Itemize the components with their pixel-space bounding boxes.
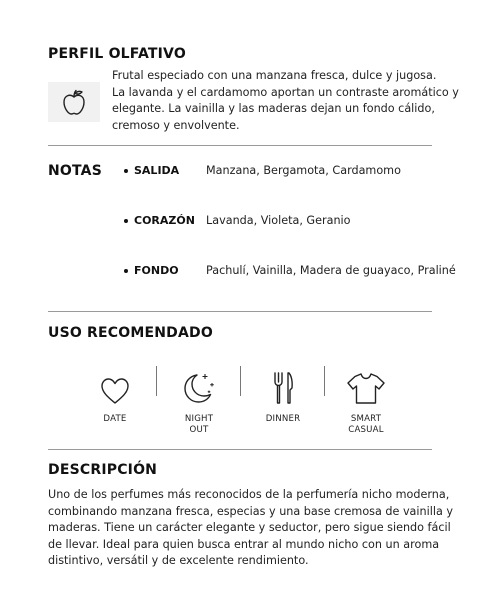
description-line: combinando manzana fresca, especias y una base cremosa de vainilla y <box>48 504 453 518</box>
usage-label <box>245 414 321 425</box>
note-label: CORAZÓN <box>134 214 195 227</box>
note-row-fondo <box>124 264 456 277</box>
usage-label <box>161 414 237 436</box>
profile-text <box>112 68 462 134</box>
note-row-salida <box>124 164 401 177</box>
notes-heading: NOTAS <box>48 163 102 179</box>
divider <box>48 449 432 450</box>
bullet <box>124 219 128 223</box>
moon-stars-icon <box>179 370 219 406</box>
description-heading: DESCRIPCIÓN <box>48 462 158 478</box>
usage-label-line: CASUAL <box>348 425 384 435</box>
usage-item-date <box>77 366 153 425</box>
profile-line: Frutal especiado con una manzana fresca, dulce y jugosa. <box>112 69 437 82</box>
apple-thumbnail <box>48 82 100 122</box>
note-value: Pachulí, Vainilla, Madera de guayaco, Praliné <box>206 264 456 277</box>
usage-label-line: NIGHT <box>184 414 214 424</box>
vertical-divider <box>156 366 157 396</box>
usage-label-line: DINNER <box>265 414 301 424</box>
vertical-divider <box>324 366 325 396</box>
note-label: FONDO <box>134 264 179 277</box>
apple-icon <box>59 87 89 117</box>
tshirt-icon <box>345 370 387 406</box>
profile-line: cremoso y envolvente. <box>112 118 240 132</box>
usage-item-dinner <box>245 366 321 425</box>
usage-label-line: SMART <box>350 414 382 424</box>
note-label: SALIDA <box>134 164 180 177</box>
bullet <box>124 169 128 173</box>
description-line: maderas. Tiene un carácter elegante y seductor, pero sigue siendo fácil <box>48 521 451 534</box>
divider <box>48 311 432 312</box>
bullet <box>124 269 128 273</box>
usage-label-line: DATE <box>103 414 127 424</box>
description-line: de llevar. Ideal para quien busca entrar al mundo nicho con un aroma <box>48 537 440 551</box>
usage-item-night-out <box>161 366 237 436</box>
note-row-corazon <box>124 214 350 227</box>
description-line: Uno de los perfumes más reconocidos de la perfumería nicho moderna, <box>48 488 450 501</box>
usage-label-line: OUT <box>189 425 209 435</box>
description-text <box>48 487 468 570</box>
divider <box>48 145 432 146</box>
usage-label <box>328 414 404 436</box>
vertical-divider <box>240 366 241 396</box>
note-value: Lavanda, Violeta, Geranio <box>206 214 351 227</box>
note-value: Manzana, Bergamota, Cardamomo <box>206 164 401 177</box>
profile-line: La lavanda y el cardamomo aportan un contraste aromático y <box>112 85 459 99</box>
profile-heading: PERFIL OLFATIVO <box>48 46 186 62</box>
heart-icon <box>99 376 131 406</box>
usage-item-smart-casual <box>328 366 404 436</box>
usage-label <box>77 414 153 425</box>
fork-knife-icon <box>268 370 298 406</box>
description-line: distintivo, versátil y de excelente rendimiento. <box>48 554 309 567</box>
usage-heading: USO RECOMENDADO <box>48 325 213 341</box>
profile-line: elegante. La vainilla y las maderas dejan un fondo cálido, <box>112 102 435 115</box>
